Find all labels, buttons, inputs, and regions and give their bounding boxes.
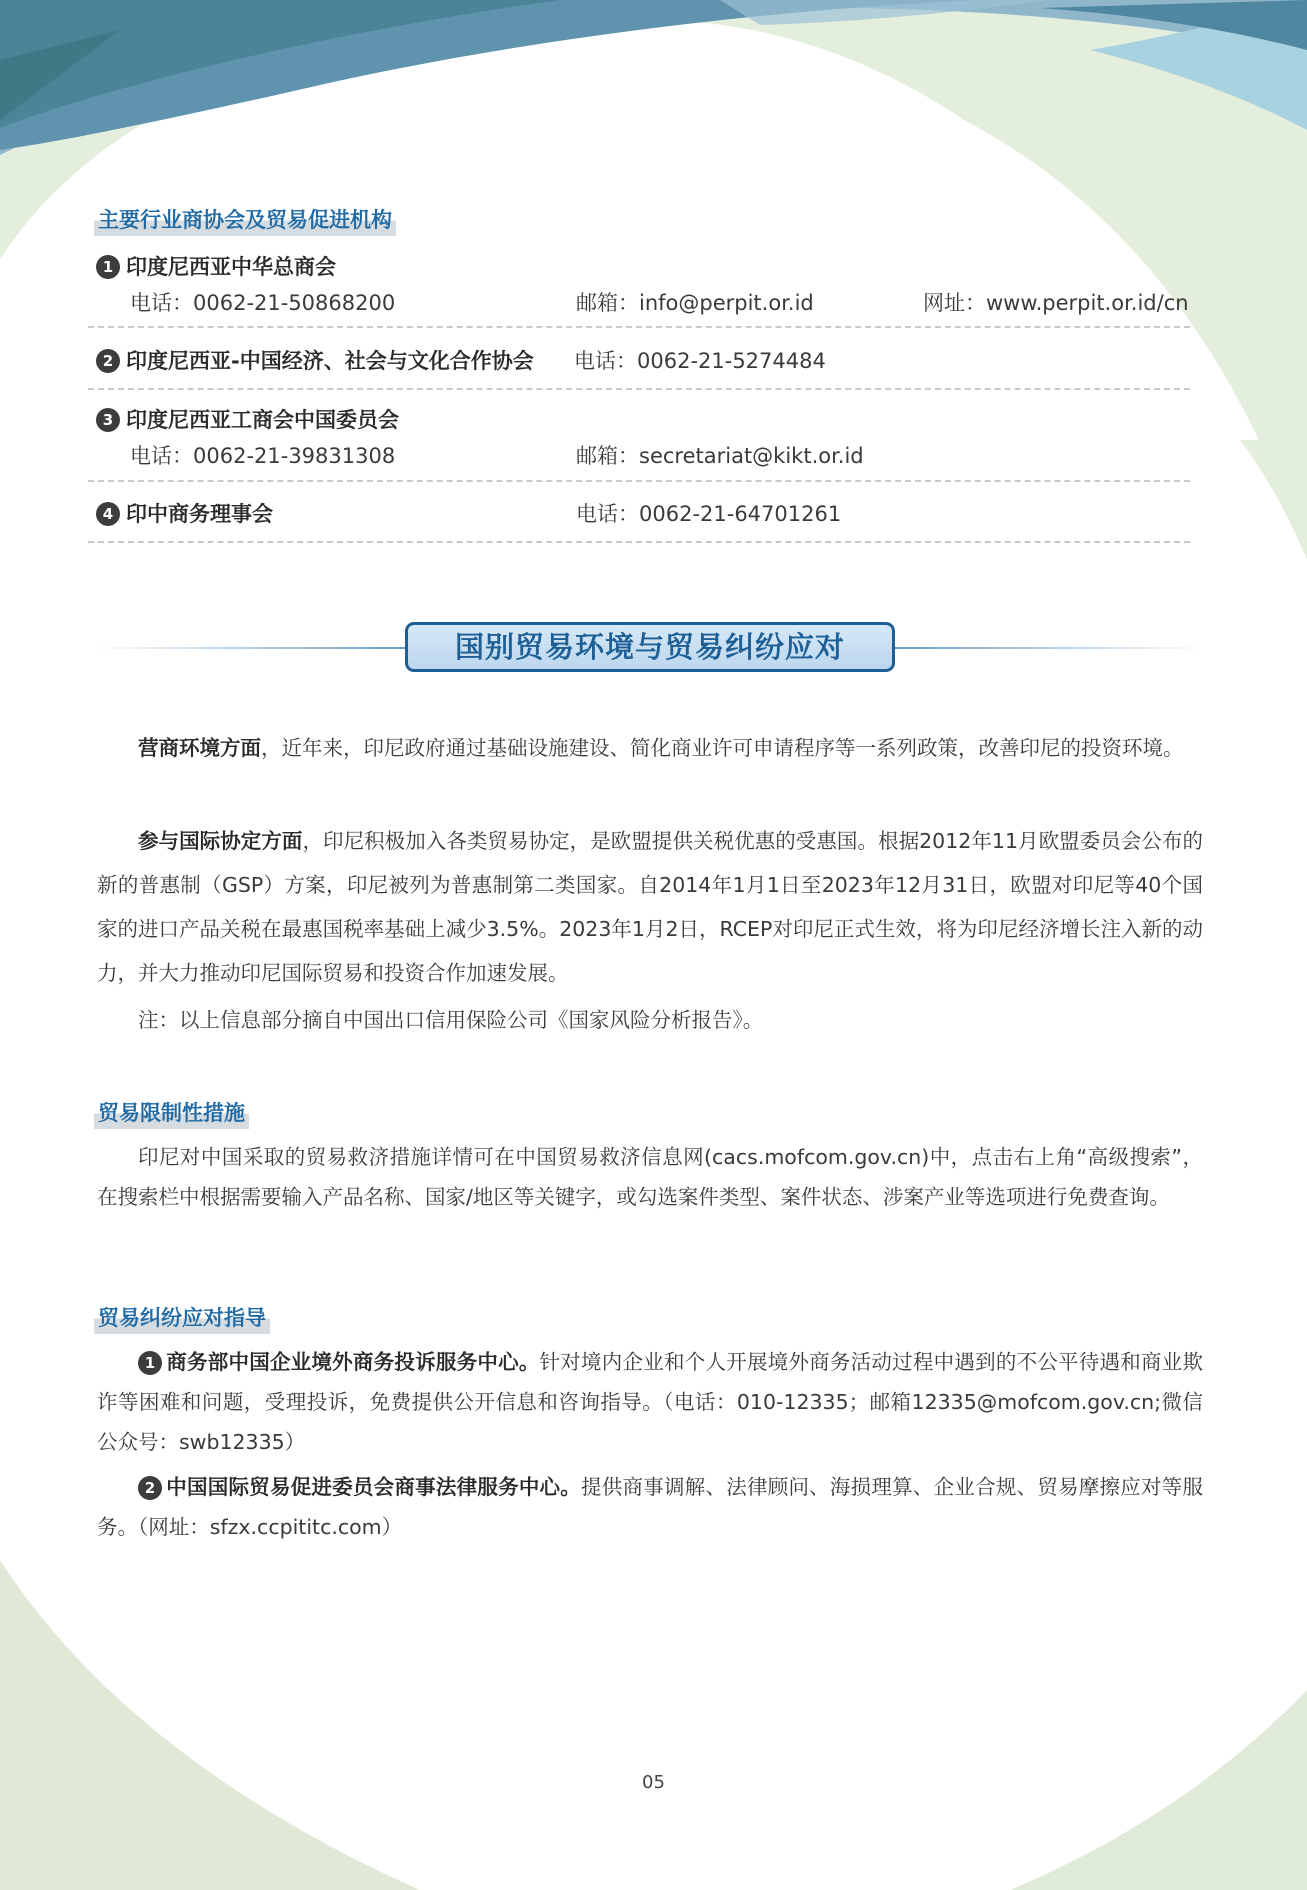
org-2-title (96, 345, 534, 375)
number-badge-4: 4 (96, 502, 120, 526)
paragraph-international-agreements (97, 819, 1203, 995)
divider (88, 388, 1190, 390)
org-1-title (96, 251, 336, 281)
paragraph-body: ，近年来，印尼政府通过基础设施建设、简化商业许可申请程序等一系列政策，改善印尼的投资环境。 (261, 736, 1184, 760)
title-banner (95, 622, 1205, 674)
org-2-name: 印度尼西亚-中国经济、社会与文化合作协会 (126, 349, 534, 373)
org-2-phone: 电话：0062-21-5274484 (574, 349, 826, 373)
page-number: 05 (642, 1772, 665, 1793)
dispute-item-2-title: 中国国际贸易促进委员会商事法律服务中心。 (166, 1475, 582, 1499)
number-badge-2: 2 (138, 1476, 162, 1500)
divider (88, 541, 1190, 543)
paragraph-body: ，印尼积极加入各类贸易协定，是欧盟提供关税优惠的受惠国。根据2012年11月欧盟委员会公布的新的普惠制（GSP）方案，印尼被列为普惠制第二类国家。自2014年1月1日至2023年12月31日，欧盟对印尼等40个国家的进口产品关税在最惠国税率基础上减少3.5%。2023年1月2日，RCEP对印尼正式生效，将为印尼经济增长注入新的动力，并大力推动印尼国际贸易和投资合作加速发展。 (97, 829, 1203, 985)
dispute-item-2 (97, 1467, 1203, 1547)
org-3-phone: 电话：0062-21-39831308 (130, 444, 396, 468)
paragraph-business-environment (97, 726, 1203, 770)
org-1-website: 网址：www.perpit.or.id/cn (923, 291, 1189, 315)
org-1-phone: 电话：0062-21-50868200 (130, 291, 396, 315)
paragraph-lead: 参与国际协定方面 (138, 829, 303, 853)
section-heading-trade-restrictions: 贸易限制性措施 (94, 1097, 249, 1129)
org-4-title (96, 498, 273, 528)
org-3-title (96, 404, 399, 434)
dispute-item-1-text: 针对境内企业和个人开展境外商务活动过程中遇到的不公平待遇和商业欺诈等困难和问题，受理投诉，免费提供公开信息和咨询指导。（电话：010-12335；邮箱12335@mofcom.gov.cn;微信公众号：swb12335） (97, 1350, 1204, 1454)
dispute-item-1-title: 商务部中国企业境外商务投诉服务中心。 (166, 1350, 540, 1374)
number-badge-3: 3 (96, 408, 120, 432)
dispute-item-2-text: 提供商事调解、法律顾问、海损理算、企业合规、贸易摩擦应对等服务。（网址：sfzx.ccpititc.com） (97, 1475, 1204, 1539)
org-3-name: 印度尼西亚工商会中国委员会 (126, 408, 399, 432)
divider (88, 480, 1190, 482)
number-badge-2: 2 (96, 349, 120, 373)
banner-line-right (893, 647, 1205, 649)
banner-title: 国别贸易环境与贸易纠纷应对 (405, 622, 895, 672)
org-3-email: 邮箱：secretariat@kikt.or.id (576, 444, 864, 468)
org-4-phone: 电话：0062-21-64701261 (576, 502, 842, 526)
section-heading-organizations: 主要行业商协会及贸易促进机构 (94, 204, 396, 236)
divider (88, 326, 1190, 328)
number-badge-1: 1 (96, 255, 120, 279)
banner-line-left (95, 647, 407, 649)
paragraph-trade-remedies: 印尼对中国采取的贸易救济措施详情可在中国贸易救济信息网(cacs.mofcom.gov.cn)中，点击右上角“高级搜索”，在搜索栏中根据需要输入产品名称、国家/地区等关键字，或勾选案件类型、案件状态、涉案产业等选项进行免费查询。 (97, 1145, 1203, 1209)
number-badge-1: 1 (138, 1351, 162, 1375)
paragraph-lead: 营商环境方面 (138, 736, 261, 760)
org-1-email: 邮箱：info@perpit.or.id (576, 291, 814, 315)
section-heading-dispute-guidance: 贸易纠纷应对指导 (94, 1302, 270, 1334)
source-note: 注：以上信息部分摘自中国出口信用保险公司《国家风险分析报告》。 (138, 1008, 764, 1032)
dispute-item-1 (97, 1342, 1203, 1462)
org-1-name: 印度尼西亚中华总商会 (126, 255, 336, 279)
org-4-name: 印中商务理事会 (126, 502, 273, 526)
